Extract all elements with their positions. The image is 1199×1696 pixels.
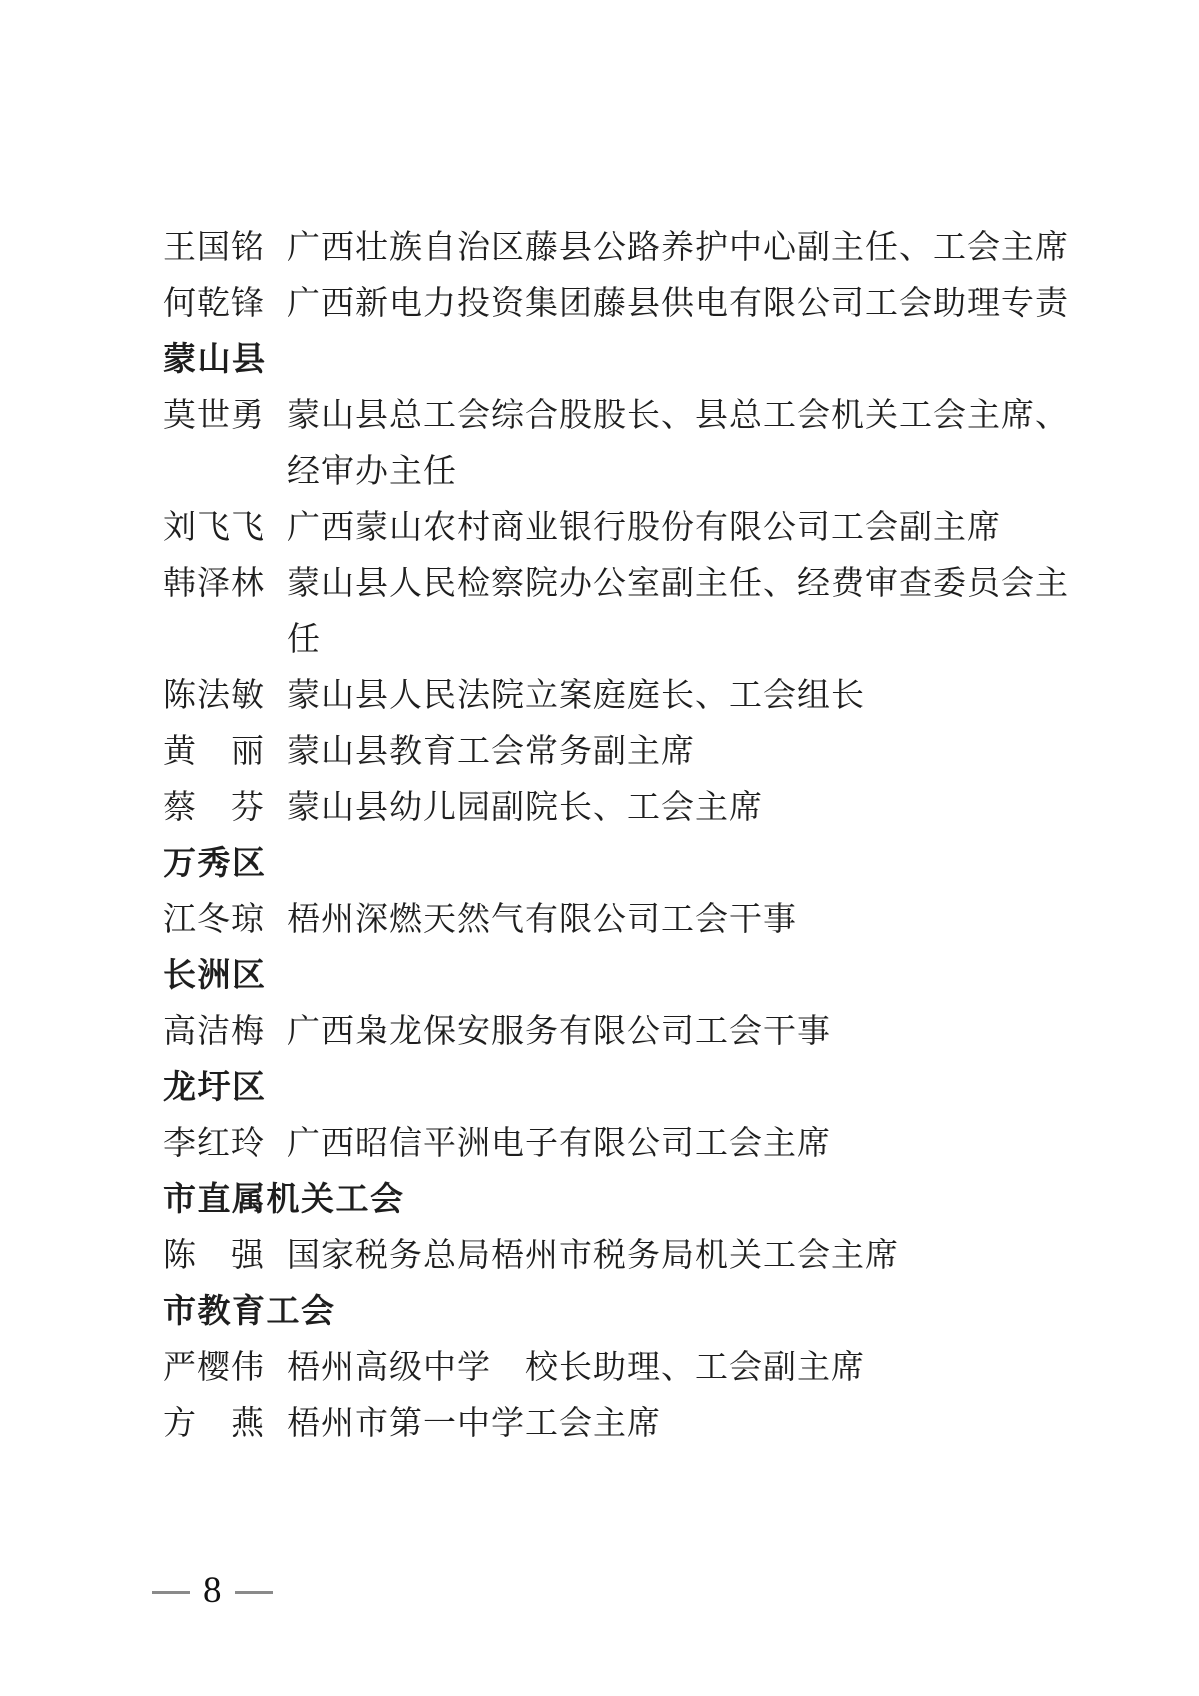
roster-row	[163, 1228, 1093, 1284]
person-name: 何乾锋	[163, 286, 265, 322]
roster-row	[163, 1004, 1093, 1060]
page-footer	[152, 1571, 273, 1613]
section-heading	[163, 1060, 1093, 1116]
roster-row	[163, 276, 1093, 332]
person-name: 陈 强	[163, 1238, 265, 1274]
person-name: 蔡 芬	[163, 790, 265, 826]
section-heading-text: 蒙山县	[163, 342, 267, 378]
roster-row	[163, 780, 1093, 836]
person-position: 广西枭龙保安服务有限公司工会干事	[287, 1014, 831, 1050]
page-number: 8	[203, 1569, 222, 1611]
person-position: 蒙山县幼儿园副院长、工会主席	[287, 790, 763, 826]
person-name: 王国铭	[163, 230, 265, 266]
section-heading	[163, 1172, 1093, 1228]
section-heading	[163, 948, 1093, 1004]
roster-row	[163, 668, 1093, 724]
person-name: 李红玲	[163, 1126, 265, 1162]
person-position: 国家税务总局梧州市税务局机关工会主席	[287, 1238, 899, 1274]
person-name: 黄 丽	[163, 734, 265, 770]
person-position: 梧州市第一中学工会主席	[287, 1406, 661, 1442]
person-name: 韩泽林	[163, 566, 265, 602]
section-heading	[163, 332, 1093, 388]
section-heading-text: 万秀区	[163, 846, 267, 882]
person-name: 江冬琼	[163, 902, 265, 938]
person-position: 梧州高级中学 校长助理、工会副主席	[287, 1350, 865, 1386]
person-name: 刘飞飞	[163, 510, 265, 546]
person-name: 陈法敏	[163, 678, 265, 714]
roster-row	[163, 892, 1093, 948]
roster-row	[163, 388, 1093, 500]
roster-row	[163, 1116, 1093, 1172]
roster-row	[163, 1396, 1093, 1452]
roster-row	[163, 1340, 1093, 1396]
section-heading	[163, 1284, 1093, 1340]
roster-row	[163, 724, 1093, 780]
roster-row	[163, 500, 1093, 556]
person-name: 高洁梅	[163, 1014, 265, 1050]
roster-row	[163, 220, 1093, 276]
footer-left-dash	[152, 1591, 190, 1594]
person-name: 方 燕	[163, 1406, 265, 1442]
person-position: 广西新电力投资集团藤县供电有限公司工会助理专责	[287, 286, 1069, 322]
footer-right-dash	[235, 1591, 273, 1594]
person-position: 蒙山县人民检察院办公室副主任、经费审查委员会主 任	[287, 566, 1069, 658]
roster-list	[163, 220, 1093, 1452]
person-position: 梧州深燃天然气有限公司工会干事	[287, 902, 797, 938]
section-heading	[163, 836, 1093, 892]
section-heading-text: 市教育工会	[163, 1294, 336, 1330]
section-heading-text: 龙圩区	[163, 1070, 267, 1106]
section-heading-text: 长洲区	[163, 958, 267, 994]
roster-row	[163, 556, 1093, 668]
person-position: 蒙山县人民法院立案庭庭长、工会组长	[287, 678, 865, 714]
person-position: 广西蒙山农村商业银行股份有限公司工会副主席	[287, 510, 1001, 546]
section-heading-text: 市直属机关工会	[163, 1182, 405, 1218]
person-position: 蒙山县总工会综合股股长、县总工会机关工会主席、 经审办主任	[287, 398, 1069, 490]
person-position: 广西壮族自治区藤县公路养护中心副主任、工会主席	[287, 230, 1069, 266]
person-name: 莫世勇	[163, 398, 265, 434]
person-position: 蒙山县教育工会常务副主席	[287, 734, 695, 770]
person-name: 严樱伟	[163, 1350, 265, 1386]
person-position: 广西昭信平洲电子有限公司工会主席	[287, 1126, 831, 1162]
